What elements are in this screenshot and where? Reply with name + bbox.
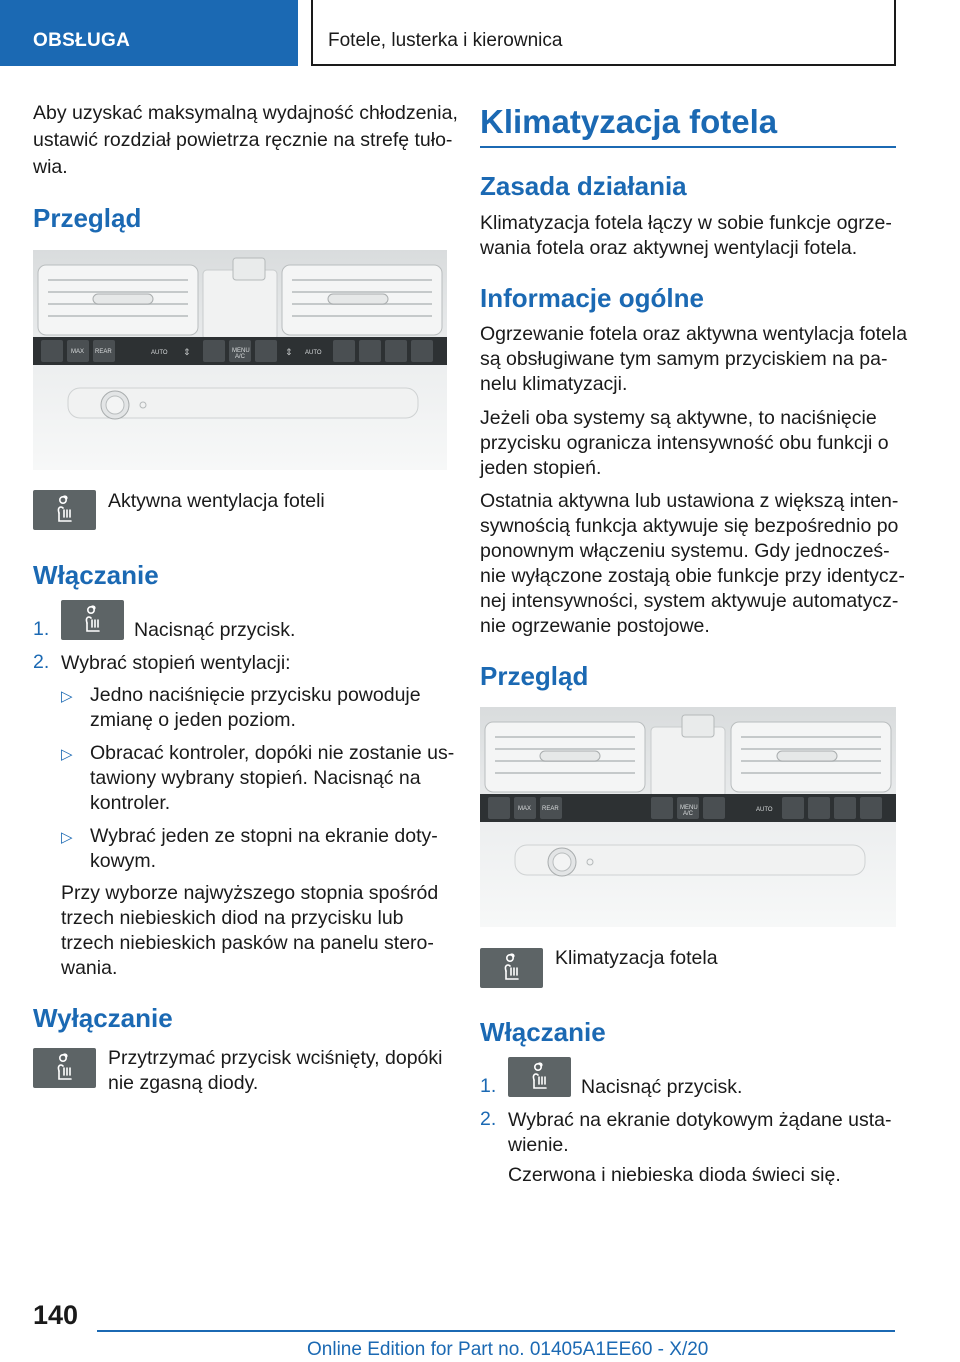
general-line: ponownym włączeniu systemu. Gdy jednocześ- xyxy=(480,540,890,562)
seat-ventilation-button-icon xyxy=(33,490,96,530)
panel-label: AUTO xyxy=(305,350,322,356)
general-line: jeden stopień. xyxy=(480,457,602,479)
step-text: Nacisnąć przycisk. xyxy=(581,1076,743,1098)
page-number: 140 xyxy=(33,1300,79,1330)
step-note: Czerwona i niebieska dioda świeci się. xyxy=(508,1164,841,1186)
note-line: Przy wyborze najwyższego stopnia spośród xyxy=(61,882,439,904)
note-line: trzech niebieskich pasków na panelu stero- xyxy=(61,932,434,954)
step-number: 1. xyxy=(480,1075,497,1097)
seat-ventilation-button-icon xyxy=(33,1048,96,1088)
general-heading: Informacje ogólne xyxy=(480,283,704,313)
caption-left: Aktywna wentylacja foteli xyxy=(108,490,325,512)
principle-line: wania fotela oraz aktywnej wentylacji fotela. xyxy=(480,237,858,259)
bullet-text: zmianę o jeden poziom. xyxy=(90,709,296,731)
panel-label: MAX xyxy=(71,349,85,355)
page-title: Klimatyzacja fotela xyxy=(480,103,778,140)
step-text: Nacisnąć przycisk. xyxy=(134,619,296,641)
bullet-triangle-icon: ▷ xyxy=(61,829,73,846)
bullet-text: tawiony wybrany stopień. Nacisnąć na xyxy=(90,767,421,789)
caption-right: Klimatyzacja fotela xyxy=(555,947,718,969)
panel-label: MENU xyxy=(232,348,250,354)
seat-ventilation-button-icon xyxy=(61,600,124,640)
step-number: 2. xyxy=(480,1108,497,1130)
seat-climate-button-icon xyxy=(480,948,543,988)
bullet-text: kontroler. xyxy=(90,792,171,814)
svg-text:⇕: ⇕ xyxy=(285,348,293,358)
general-line: nelu klimatyzacji. xyxy=(480,373,628,395)
step-number: 2. xyxy=(33,651,50,673)
intro-line-1: Aby uzyskać maksymalną wydajność chłodzenia, xyxy=(33,102,458,124)
climate-panel-photo-right xyxy=(480,707,896,927)
note-line: trzech niebieskich diod na przycisku lub xyxy=(61,907,404,929)
bullet-text: kowym. xyxy=(90,850,157,872)
intro-line-3: wia. xyxy=(33,156,68,178)
panel-label: REAR xyxy=(95,349,112,355)
off-heading: Wyłączanie xyxy=(33,1003,173,1033)
footer-rule xyxy=(97,1330,895,1332)
overview-heading-left: Przegląd xyxy=(33,203,142,233)
bullet-triangle-icon: ▷ xyxy=(61,746,73,763)
general-line: nie ogrzewanie postojowe. xyxy=(480,615,710,637)
climate-panel-photo-left xyxy=(33,250,447,470)
edition-text: Online Edition for Part no. 01405A1EE60 - X/20 xyxy=(307,1339,709,1360)
bullet-triangle-icon: ▷ xyxy=(61,688,73,705)
panel-label: REAR xyxy=(542,806,559,812)
general-line: nie wyłączone zostają obie funkcje przy identycz- xyxy=(480,565,905,587)
general-line: Ostatnia aktywna lub ustawiona z większą inten- xyxy=(480,490,899,512)
seat-climate-button-icon xyxy=(508,1057,571,1097)
svg-text:⇕: ⇕ xyxy=(183,348,191,358)
panel-label: AUTO xyxy=(756,807,773,813)
section-title: OBSŁUGA xyxy=(33,30,131,51)
general-line: Ogrzewanie fotela oraz aktywna wentylacja fotela xyxy=(480,323,908,345)
step-text: Wybrać na ekranie dotykowym żądane usta- xyxy=(508,1109,892,1131)
principle-heading: Zasada działania xyxy=(480,171,687,201)
intro-line-2: ustawić rozdział powietrza ręcznie na strefę tuło- xyxy=(33,129,453,151)
chapter-title: Fotele, lusterka i kierownica xyxy=(328,30,563,51)
general-line: przycisku ogranicza intensywność obu funkcji o xyxy=(480,432,889,454)
principle-line: Klimatyzacja fotela łączy w sobie funkcje ogrze- xyxy=(480,212,892,234)
overview-heading-right: Przegląd xyxy=(480,661,589,691)
step-text: wienie. xyxy=(508,1134,569,1156)
section-tab xyxy=(0,0,298,66)
general-line: są obsługiwane tym samym przyciskiem na pa- xyxy=(480,348,888,370)
general-line: Jeżeli oba systemy są aktywne, to naciśnięcie xyxy=(480,407,877,429)
off-text: nie zgasną diody. xyxy=(108,1072,259,1094)
panel-label: MENU xyxy=(680,805,698,811)
bullet-text: Obracać kontroler, dopóki nie zostanie us- xyxy=(90,742,455,764)
panel-label: A/C xyxy=(235,354,246,360)
off-text: Przytrzymać przycisk wciśnięty, dopóki xyxy=(108,1047,443,1069)
step-number: 1. xyxy=(33,618,50,640)
panel-label: AUTO xyxy=(151,350,168,356)
step-text: Wybrać stopień wentylacji: xyxy=(61,652,291,674)
bullet-text: Wybrać jeden ze stopni na ekranie doty- xyxy=(90,825,438,847)
bullet-text: Jedno naciśnięcie przycisku powoduje xyxy=(90,684,421,706)
chapter-header xyxy=(311,0,896,66)
title-rule xyxy=(480,146,896,148)
panel-label: A/C xyxy=(683,811,694,817)
climate-panel-illustration xyxy=(480,707,896,927)
climate-panel-illustration xyxy=(33,250,447,470)
general-line: sywnością funkcja aktywuje się bezpośrednio po xyxy=(480,515,899,537)
note-line: wania. xyxy=(61,957,118,979)
on-heading-left: Włączanie xyxy=(33,560,159,590)
panel-label: MAX xyxy=(518,806,532,812)
general-line: nej intensywności, system aktywuje automatycz- xyxy=(480,590,899,612)
on-heading-right: Włączanie xyxy=(480,1017,606,1047)
